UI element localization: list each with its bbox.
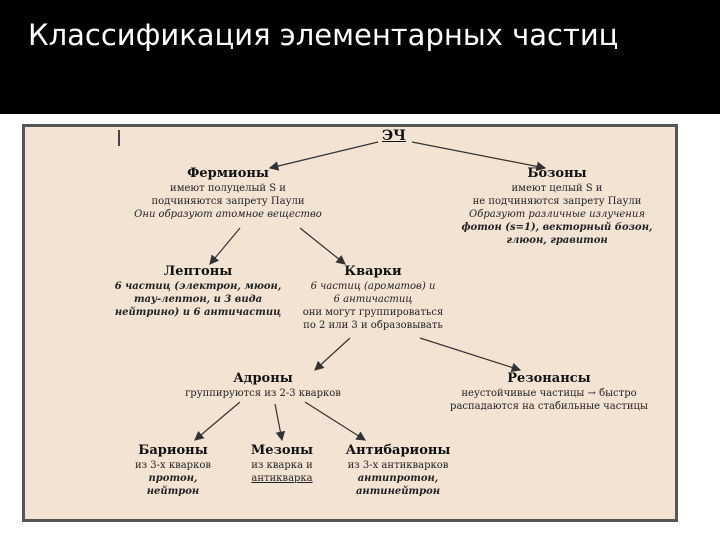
arrow-hadrons-antibaryons <box>305 402 365 440</box>
baryons-node <box>118 443 228 498</box>
fermions-node <box>108 166 348 221</box>
leptons-line-3: нейтрино) и 6 античастиц <box>114 307 282 318</box>
quarks-title: Кварки <box>344 264 402 279</box>
resonances-node <box>436 371 662 413</box>
hadrons-title: Адроны <box>233 371 293 386</box>
hadrons-line-1: группируются из 2-3 кварков <box>185 388 341 399</box>
fermions-line-2: подчиняются запрету Паули <box>151 196 305 207</box>
fermions-line-3: Они образуют атомное вещество <box>134 209 322 220</box>
antibaryons-title: Антибарионы <box>345 443 451 458</box>
quarks-node <box>288 264 458 332</box>
resonances-line-2: распадаются на стабильные частицы <box>450 401 648 412</box>
quarks-line-2: 6 античастиц <box>333 294 413 305</box>
bosons-line-3: Образуют различные излучения <box>469 209 645 220</box>
baryons-line-3: нейтрон <box>146 486 200 497</box>
root-node-label: ЭЧ <box>382 128 406 144</box>
antibaryons-line-2: антипротон, <box>357 473 439 484</box>
quarks-line-1: 6 частиц (ароматов) и <box>310 281 436 292</box>
mesons-node <box>238 443 326 485</box>
hadrons-node <box>168 371 358 400</box>
baryons-line-2: протон, <box>148 473 198 484</box>
fermions-line-1: имеют полуцелый S и <box>170 183 286 194</box>
arrow-quarks-resonances <box>420 338 520 370</box>
leptons-line-1: 6 частиц (электрон, мюон, <box>114 281 282 292</box>
antibaryons-node <box>334 443 462 498</box>
antibaryons-line-3: антинейтрон <box>355 486 441 497</box>
bosons-title: Бозоны <box>527 166 587 181</box>
leptons-line-2: тау-лептон, и 3 вида <box>133 294 263 305</box>
antibaryons-line-1: из 3-х антикварков <box>347 460 449 471</box>
quarks-line-4: по 2 или 3 и образовывать <box>303 320 443 331</box>
mesons-line-1: из кварка и <box>251 460 313 471</box>
arrow-quarks-hadrons <box>315 338 350 370</box>
quarks-line-3: они могут группироваться <box>302 307 444 318</box>
bosons-line-5: глюон, гравитон <box>506 235 608 246</box>
bosons-node <box>452 166 662 247</box>
slide-title: Классификация элементарных частиц <box>28 18 619 52</box>
arrow-root-fermions <box>270 142 378 168</box>
baryons-line-1: из 3-х кварков <box>134 460 211 471</box>
mesons-line-2: антикварка <box>251 473 313 484</box>
resonances-title: Резонансы <box>507 371 591 386</box>
bosons-line-1: имеют целый S и <box>511 183 603 194</box>
baryons-title: Барионы <box>138 443 208 458</box>
leptons-node <box>108 264 288 319</box>
arrow-hadrons-mesons <box>275 404 282 440</box>
arrow-hadrons-baryons <box>195 402 240 440</box>
arrow-root-bosons <box>412 142 545 168</box>
resonances-line-1: неустойчивые частицы → быстро <box>461 388 637 399</box>
arrow-fermions-leptons <box>210 228 240 264</box>
bosons-line-4: фотон (s=1), векторный бозон, <box>461 222 653 233</box>
fermions-title: Фермионы <box>187 166 269 181</box>
bosons-line-2: не подчиняются запрету Паули <box>472 196 642 207</box>
arrow-fermions-quarks <box>300 228 345 264</box>
leptons-title: Лептоны <box>163 264 233 279</box>
mesons-title: Мезоны <box>250 443 314 458</box>
